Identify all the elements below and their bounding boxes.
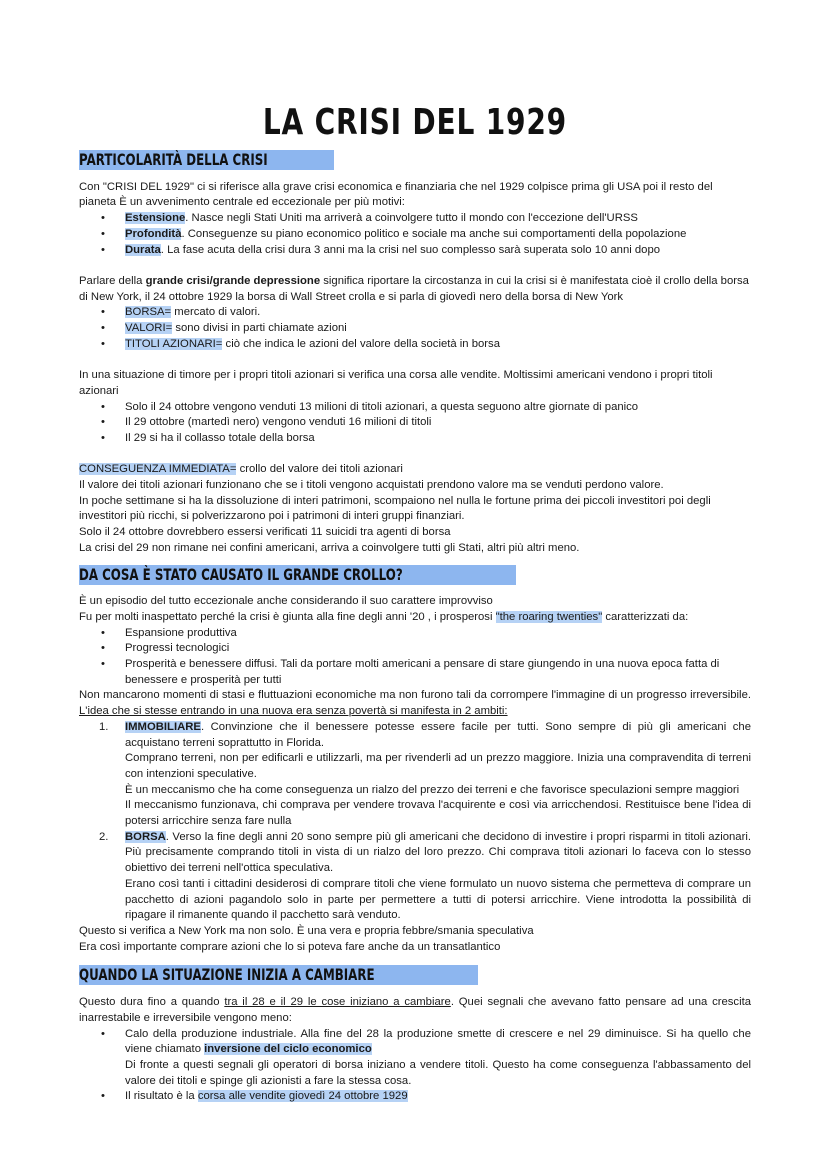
highlight: inversione del ciclo economico — [204, 1043, 372, 1056]
list-item: • Il 29 si ha il collasso totale della borsa — [125, 431, 751, 447]
text: crollo del valore dei titoli azionari — [236, 463, 403, 476]
heading-text: DA COSA È STATO CAUSATO IL GRANDE CROLLO? — [79, 564, 403, 584]
text: Di fronte a questi segnali gli operatori di borsa iniziano a vendere titoli. Questo ha come conseguenza l'abbassamento del valore dei titoli e spinge gli azionisti a fare la stessa cosa. — [125, 1058, 751, 1087]
item-number: 1. — [99, 720, 109, 733]
list-item: • Progressi tecnologici — [125, 641, 751, 657]
heading-text: PARTICOLARITÀ DELLA CRISI — [79, 150, 268, 169]
paragraph: In poche settimane si ha la dissoluzione di interi patrimoni, scompaiono nel nulla le fortune prima dei piccoli investitori poi degli investitori più ricchi, si polverizzarono poi i patrimoni di interi gruppi finanziari. — [79, 494, 711, 523]
item-number: 2. — [99, 830, 109, 843]
paragraph — [79, 610, 751, 626]
list-item: • Espansione produttiva — [125, 626, 751, 642]
text: Parlare della — [79, 274, 146, 287]
list-item — [125, 305, 751, 321]
term: Estensione — [125, 212, 186, 225]
text: sono divisi in parti chiamate azioni — [172, 322, 347, 335]
bullet-list — [79, 626, 751, 689]
paragraph: È un episodio del tutto eccezionale anche considerando il suo carattere improvviso — [79, 595, 493, 608]
text: caratterizzati da: — [602, 610, 689, 623]
paragraph: Solo il 24 ottobre dovrebbero essersi verificati 11 suicidi tra agenti di borsa — [79, 526, 451, 539]
term: BORSA= — [125, 306, 172, 319]
section-heading — [79, 150, 334, 170]
highlight: corsa alle vendite giovedì 24 ottobre 1929 — [197, 1090, 408, 1103]
bold-text: grande crisi/grande depressione — [145, 274, 321, 287]
list-item: • Il 29 ottobre (martedì nero) vengono venduti 16 milioni di titoli — [125, 415, 751, 431]
highlight: "the roaring twenties" — [495, 610, 603, 623]
document-title — [79, 100, 751, 148]
term: CONSEGUENZA IMMEDIATA= — [79, 463, 237, 476]
text: Comprano terreni, non per edificarli e utilizzarli, ma per rivenderli ad un prezzo maggiore. Inizia una compravendita di terreni con intenzioni speculative. — [125, 752, 751, 780]
list-item — [125, 227, 751, 243]
list-item — [99, 720, 751, 830]
bullet-list — [79, 400, 751, 447]
text: . Quei segnali che avevano fatto pensare ad una crescita inarrestabile e irreversibile vengono meno: — [79, 996, 752, 1024]
list-item: • Solo il 24 ottobre vengono venduti 13 milioni di titoli azionari, a questa seguono altre giornate di panico — [125, 400, 751, 416]
list-item — [125, 337, 751, 353]
text: . Nasce negli Stati Uniti ma arriverà a coinvolgere tutto il mondo con l'eccezione dell'URSS — [185, 212, 638, 225]
paragraph: La crisi del 29 non rimane nei confini americani, arriva a coinvolgere tutti gli Stati, altri più altri meno. — [79, 541, 580, 554]
document-page — [79, 100, 751, 1105]
paragraph — [79, 995, 751, 1026]
term: BORSA — [125, 830, 166, 843]
text: Fu per molti inaspettato perché la crisi è giunta alla fine degli anni '20 , i prosperosi — [79, 610, 496, 623]
paragraph: In una situazione di timore per i propri titoli azionari si verifica una corsa alle vendite. Moltissimi americani vendono i propri titoli azionari — [79, 369, 713, 397]
paragraph — [79, 462, 751, 478]
definition-list — [79, 305, 751, 352]
text: . Convinzione che il benessere potesse essere facile per tutti. Sono sempre di più gli americani che acquistano terreni soprattutto in Florida. — [125, 720, 751, 749]
underlined-text: L'idea che si stesse entrando in una nuova era senza povertà si manifesta in 2 ambiti: — [79, 705, 508, 718]
list-item: • Prosperità e benessere diffusi. Tali da portare molti americani a pensare di stare giungendo in una nuova epoca fatta di benessere e prosperità per tutti — [125, 657, 751, 688]
paragraph: Con "CRISI DEL 1929" ci si riferisce alla grave crisi economica e finanziaria che nel 1929 colpisce prima gli USA poi il resto del pianeta È un avvenimento centrale ed eccezionale per più motivi: — [79, 180, 713, 209]
term: Profondità — [125, 227, 182, 240]
section-heading — [79, 965, 478, 985]
bullet-list — [79, 211, 751, 258]
list-item — [125, 211, 751, 227]
list-item — [125, 321, 751, 337]
text: Non mancarono momenti di stasi e fluttuazioni economiche ma non furono tali da corrompere l'immagine di un progresso irreversibile. — [79, 689, 751, 702]
text: Calo della produzione industriale. Alla fine del 28 la produzione smette di crescere e nel 29 diminuisce. Si ha quello che viene chiamato — [125, 1027, 751, 1056]
text: mercato di valori. — [171, 306, 261, 319]
text: Il risultato è la — [125, 1090, 198, 1103]
text: Erano così tanti i cittadini desiderosi di comprare titoli che viene formulato un nuovo sistema che permetteva di comprare un pacchetto di azioni pagandolo solo in parte per permettere a tutti di potersi arricchire. Viene introdotta la possibilità di ripagare il rimanente quando il pacchetto sarà venduto. — [125, 877, 751, 922]
text: . Verso la fine degli anni 20 sono sempre più gli americani che decidono di investire i propri risparmi in titoli azionari. Più precisamente comprando titoli in vista di un rialzo del loro prezzo. Chi comprava titoli azionari lo faceva con lo stesso obiettivo dei terreni nell'ottica speculativa. — [125, 830, 751, 875]
list-item — [125, 1027, 751, 1090]
paragraph: Questo si verifica a New York ma non solo. È una vera e propria febbre/smania speculativa — [79, 925, 534, 937]
term: TITOLI AZIONARI= — [125, 337, 223, 350]
text: significa riportare la circostanza in cui la crisi si è manifestata cioè il crollo della borsa di New York, il 24 ottobre 1929 la borsa di Wall Street crolla e si parla di giovedì nero della borsa di New York — [79, 274, 749, 303]
text: È un meccanismo che ha come conseguenza un rialzo del prezzo dei terreni e che favorisce speculazioni sempre maggiori — [125, 783, 740, 796]
text: ciò che indica le azioni del valore della società in borsa — [222, 337, 500, 350]
underlined-text: tra il 28 e il 29 le cose iniziano a cambiare — [224, 996, 451, 1009]
text: . Conseguenze su piano economico politico e sociale ma anche sui comportamenti della popolazione — [181, 227, 687, 240]
paragraph — [79, 688, 751, 719]
list-item — [99, 830, 751, 924]
paragraph: Il valore dei titoli azionari funzionano che se i titoli vengono acquistati prendono valore ma se venduti perdono valore. — [79, 479, 664, 492]
term: IMMOBILIARE — [125, 720, 201, 733]
paragraph: Era così importante comprare azioni che lo si poteva fare anche da un transatlantico — [79, 940, 501, 953]
text: Questo dura fino a quando — [79, 996, 225, 1009]
text: Il meccanismo funzionava, chi comprava per vendere trovava l'acquirente e così via arricchendosi. Restituisce bene l'idea di potersi arricchire senza fare nulla — [125, 799, 751, 828]
paragraph — [79, 274, 751, 305]
bullet-list — [79, 1027, 751, 1106]
text: . La fase acuta della crisi dura 3 anni ma la crisi nel suo complesso sarà superata solo 10 anni dopo — [160, 243, 661, 256]
section-heading — [79, 565, 516, 585]
term: Durata — [125, 243, 161, 256]
term: VALORI= — [125, 322, 173, 335]
heading-text: QUANDO LA SITUAZIONE INIZIA A CAMBIARE — [79, 965, 375, 985]
numbered-list — [79, 720, 751, 924]
list-item — [125, 243, 751, 259]
title-text: LA CRISI DEL 1929 — [262, 102, 568, 143]
list-item — [125, 1089, 751, 1105]
